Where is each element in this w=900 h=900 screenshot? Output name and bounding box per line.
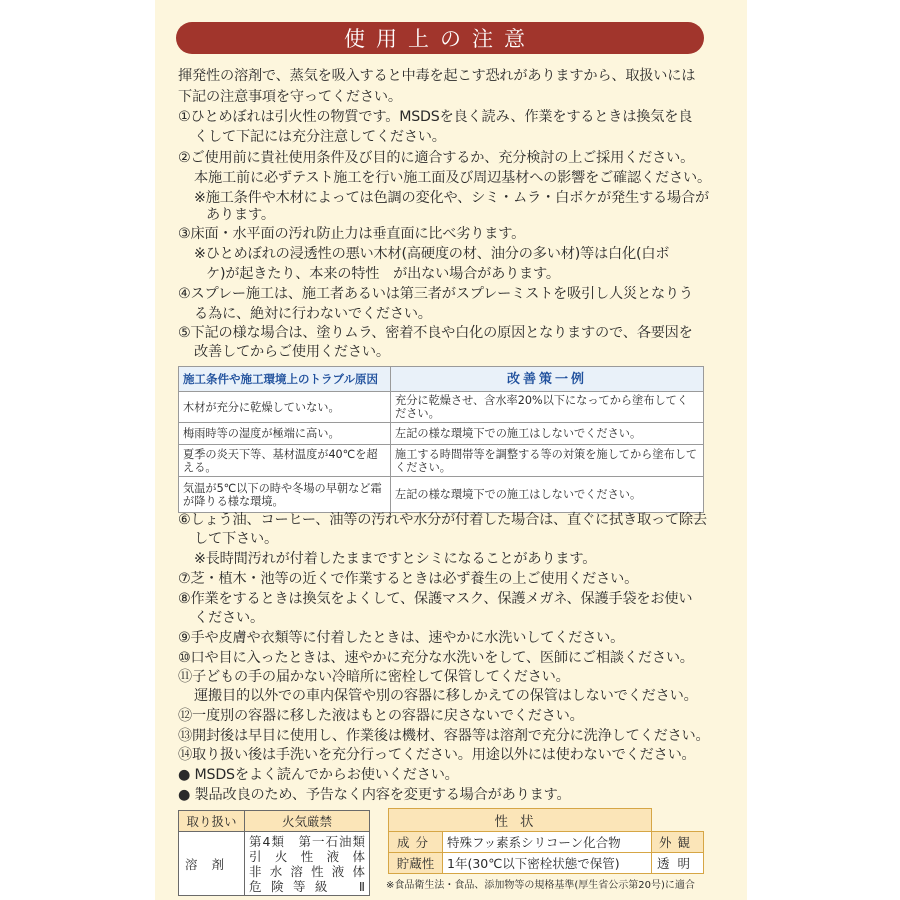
notice-line: ⑩口や目に入ったときは、速やかに充分な水洗いをして、医師にご相談ください。 <box>178 650 694 666</box>
fire-warning: 火気厳禁 <box>245 811 370 832</box>
table-cell-cause: 梅雨時等の湿度が極端に高い。 <box>179 423 391 445</box>
hazard-class-line: 引火性液体 <box>249 848 365 864</box>
table-cell-fix: 左記の様な環境下での施工はしないでください。 <box>391 423 704 445</box>
notice-line: あります。 <box>206 207 275 223</box>
hazard-class-cell <box>245 832 370 896</box>
notice-line: 運搬目的以外での車内保管や別の容器に移しかえての保管はしないでください。 <box>194 688 698 704</box>
notice-line: して下さい。 <box>194 531 278 547</box>
footnote: ※食品衛生法・食品、添加物等の規格基準(厚生省公示第20号)に適合 <box>386 880 695 891</box>
notice-line: ①ひとめぼれは引火性の物質です。MSDSを良く読み、作業をするときは換気を良 <box>178 109 693 125</box>
table-row <box>179 445 704 477</box>
table-header-fix: 改善策一例 <box>391 367 704 392</box>
notice-line: 改善してからご使用ください。 <box>194 344 390 360</box>
table-row <box>179 477 704 513</box>
notice-line: ※長時間汚れが付着したままですとシミになることがあります。 <box>194 551 597 567</box>
notice-line: ください。 <box>194 610 264 626</box>
notice-line: ⑥しょう油、コーヒー、油等の汚れや水分が付着した場合は、直ぐに拭き取って除去 <box>178 512 707 528</box>
handling-table <box>178 810 370 896</box>
notice-line: ②ご使用前に貴社使用条件及び目的に適合するか、充分検討の上ご採用ください。 <box>178 150 695 166</box>
table-header-cause: 施工条件や施工環境上のトラブル原因 <box>179 367 391 392</box>
component-value: 特殊フッ素系シリコーン化合物 <box>443 832 652 853</box>
notice-line: ④スプレー施工は、施工者あるいは第三者がスプレーミストを吸引し人災となりう <box>178 286 693 302</box>
properties-header: 性状 <box>389 809 652 832</box>
notice-line: ● 製品改良のため、予告なく内容を変更する場合があります。 <box>178 787 571 803</box>
blank-cell <box>652 809 704 832</box>
notice-line: 揮発性の溶剤で、蒸気を吸入すると中毒を起こす恐れがありますから、取扱いには <box>178 68 696 84</box>
notice-line: ⑪子どもの手の届かない冷暗所に密栓して保管してください。 <box>178 669 570 685</box>
solvent-label: 溶剤 <box>179 832 245 896</box>
table-cell-cause: 夏季の炎天下等、基材温度が40℃を超える。 <box>179 445 391 477</box>
notice-line: ※ひとめぼれの浸透性の悪い木材(高硬度の材、油分の多い材)等は白化(白ボ <box>194 246 670 262</box>
table-cell-cause: 木材が充分に乾燥していない。 <box>179 392 391 423</box>
notice-line: くして下記には充分注意してください。 <box>194 129 446 145</box>
component-label: 成分 <box>389 832 443 853</box>
storage-label: 貯蔵性 <box>389 853 443 874</box>
handling-label: 取り扱い <box>179 811 245 832</box>
notice-line: ⑤下記の様な場合は、塗りムラ、密着不良や白化の原因となりますので、各要因を <box>178 325 693 341</box>
notice-line: 下記の注意事項を守ってください。 <box>178 89 402 105</box>
notice-line: ※施工条件や木材によっては色調の変化や、シミ・ムラ・白ボケが発生する場合が <box>194 190 709 206</box>
table-cell-fix: 施工する時間帯等を調整する等の対策を施してから塗布してください。 <box>391 445 704 477</box>
table-row <box>179 423 704 445</box>
notice-line: ⑨手や皮膚や衣類等に付着したときは、速やかに水洗いしてください。 <box>178 630 625 646</box>
notice-line: ケ)が起きたり、本来の特性 が出ない場合があります。 <box>206 266 560 282</box>
hazard-class-line: 第4類 第一石油類 <box>249 833 365 849</box>
appearance-label: 外観 <box>652 832 704 853</box>
table-header-row <box>179 367 704 392</box>
table-row <box>179 392 704 423</box>
table-cell-fix: 左記の様な環境下での施工はしないでください。 <box>391 477 704 513</box>
notice-line: 本施工前に必ずテスト施工を行い施工面及び周辺基材への影響をご確認ください。 <box>194 170 711 186</box>
notice-line: ⑫一度別の容器に移した液はもとの容器に戻さないでください。 <box>178 708 584 724</box>
hazard-class-line: 危険等級 Ⅱ <box>249 878 365 894</box>
notice-line: る為に、絶対に行わないでください。 <box>194 306 432 322</box>
storage-value: 1年(30℃以下密栓状態で保管) <box>443 853 652 874</box>
appearance-value: 透明 <box>652 853 704 874</box>
notice-line: ③床面・水平面の汚れ防止力は垂直面に比べ劣ります。 <box>178 226 526 242</box>
hazard-class-line: 非水溶性液体 <box>249 863 365 879</box>
notice-line: ⑧作業をするときは換気をよくして、保護マスク、保護メガネ、保護手袋をお使い <box>178 591 693 607</box>
notice-line: ⑬開封後は早目に使用し、作業後は機材、容器等は溶剤で充分に洗浄してください。 <box>178 728 710 744</box>
table-cell-fix: 充分に乾燥させ、含水率20%以下になってから塗布してください。 <box>391 392 704 423</box>
notice-line: ● MSDSをよく読んでからお使いください。 <box>178 767 459 783</box>
table-cell-cause: 気温が5℃以下の時や冬場の早朝など霜が降りる様な環境。 <box>179 477 391 513</box>
notice-line: ⑭取り扱い後は手洗いを充分行ってください。用途以外には使わないでください。 <box>178 747 696 763</box>
page-title: 使用上の注意 <box>176 22 704 54</box>
trouble-cause-table <box>178 366 704 513</box>
properties-table <box>388 808 704 874</box>
notice-line: ⑦芝・植木・池等の近くで作業するときは必ず養生の上ご使用ください。 <box>178 571 639 587</box>
